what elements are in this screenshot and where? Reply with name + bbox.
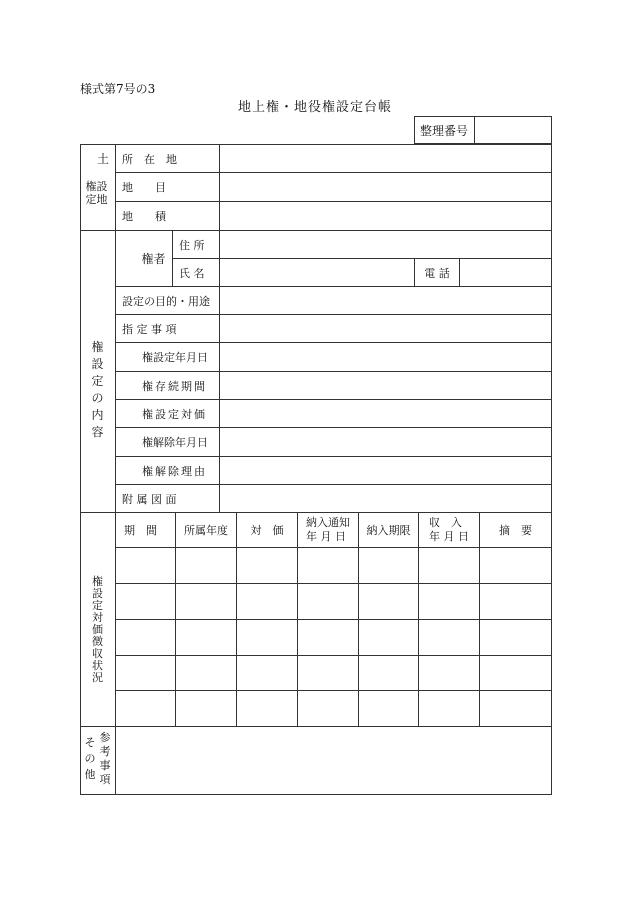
section-other-label-left: その他 [84,736,96,781]
page-title: 地上権・地役権設定台帳 [237,99,392,115]
table-cell[interactable] [419,548,479,583]
seiri-bango-label: 整理番号 [419,123,468,138]
section-land-label-bottom: 権設定地 [85,180,108,206]
cancellation-reason-label: 権解除理由 [142,464,207,478]
header-consideration: 対 価 [250,524,284,537]
location-field[interactable] [220,145,551,172]
seiri-bango-field[interactable] [475,117,551,143]
setting-date-field[interactable] [220,343,551,371]
land-category-label: 地 目 [122,181,166,194]
duration-field[interactable] [220,372,551,399]
table-cell[interactable] [116,548,175,583]
location-label: 所 在 地 [122,152,177,166]
header-notice-date: 納入通知 年 月 日 [306,516,350,543]
header-period: 期 間 [124,524,157,537]
section-land-label [80,144,115,230]
address-label: 住 所 [179,238,205,252]
section-other-label [80,727,115,795]
consideration-field[interactable] [220,400,551,427]
header-fiscal-year: 所属年度 [184,524,228,537]
name-field[interactable] [220,259,414,286]
attached-drawings-label: 附 属 図 面 [122,492,177,506]
address-field[interactable] [220,231,551,258]
setting-date-label: 権設定年月日 [142,351,208,364]
purpose-label: 設定の目的・用途 [122,294,210,308]
table-cell[interactable] [176,548,236,583]
consideration-label: 権設定対価 [142,407,207,421]
designated-items-label: 指 定 事 項 [122,322,177,336]
header-receipt-date: 収 入 年 月 日 [429,516,469,543]
duration-label: 権存続期間 [142,379,207,393]
designated-items-field[interactable] [220,315,551,342]
cancellation-date-label: 権解除年月日 [142,436,208,449]
form-number: 様式第7号の3 [80,82,156,96]
header-deadline: 納入期限 [366,524,411,537]
table-cell[interactable] [480,548,551,583]
header-remarks: 摘 要 [499,524,532,537]
kenja-label: 権者 [141,252,166,266]
purpose-field[interactable] [220,287,551,314]
attached-drawings-field[interactable] [220,485,551,512]
table-cell[interactable] [359,548,418,583]
cancellation-reason-field[interactable] [220,457,551,484]
cancellation-date-field[interactable] [220,428,551,456]
reference-notes-field[interactable] [116,727,551,794]
section-collection-label: 権設定対価徴収状況 [92,575,103,684]
land-area-field[interactable] [220,202,551,230]
table-cell[interactable] [237,548,297,583]
section-land-label-top: 土 [96,152,109,166]
name-label: 氏 名 [179,266,205,280]
section-content-label: 権設定の内容 [91,340,104,439]
table-cell[interactable] [298,548,358,583]
land-category-field[interactable] [220,173,551,201]
land-area-label: 地 積 [122,210,166,223]
phone-field[interactable] [460,259,551,286]
phone-label: 電 話 [424,266,450,280]
section-other-label-right: 参考事項 [99,731,111,786]
